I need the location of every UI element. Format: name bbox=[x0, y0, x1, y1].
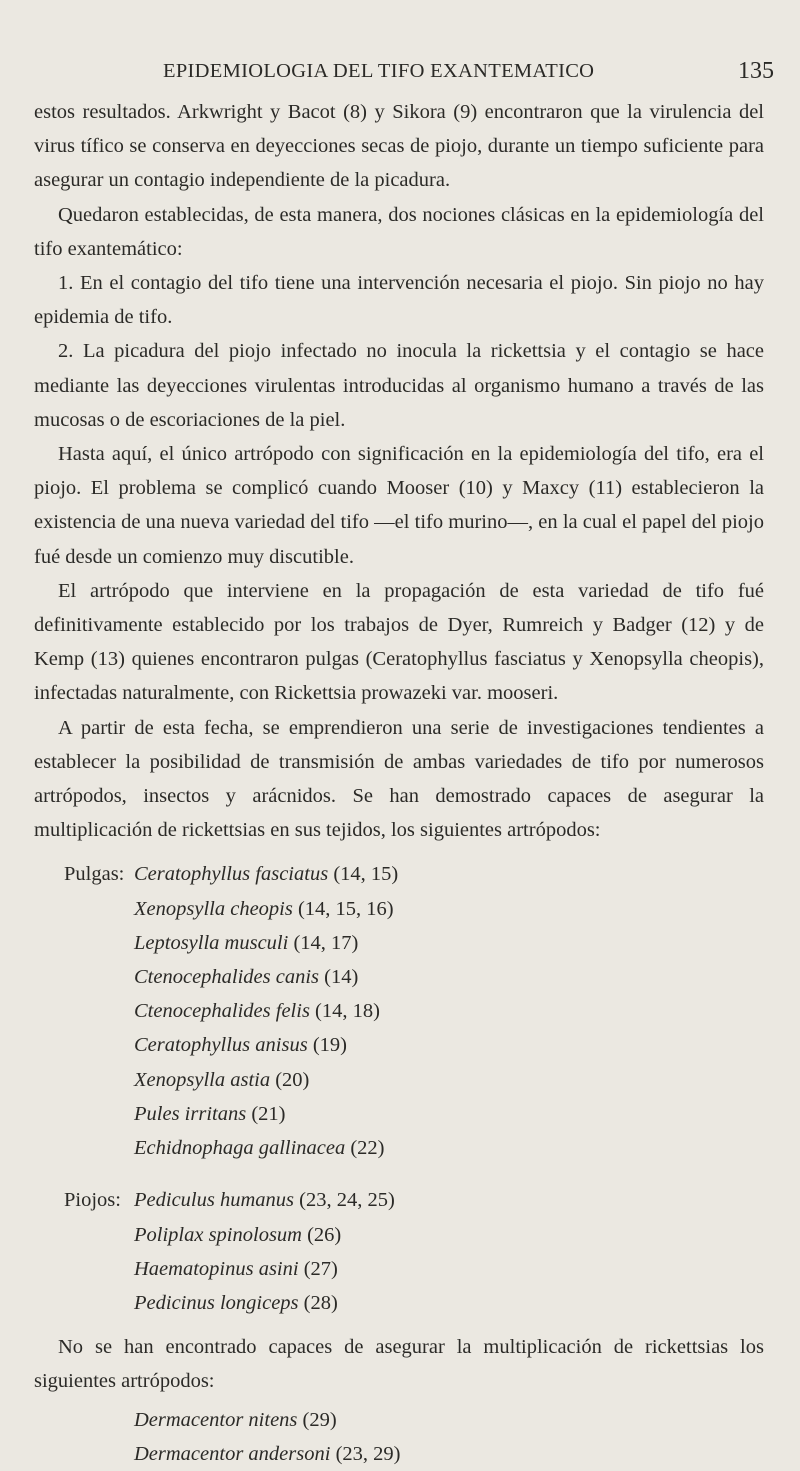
list-item bbox=[134, 892, 764, 926]
reference-numbers: (28) bbox=[303, 1291, 338, 1314]
paragraph-4: 2. La picadura del piojo infectado no inocula la rickettsia y el contagio se hace mediante las deyecciones virulentas introducidas al organismo humano a través de las mucosas o de escoriaciones de la piel. bbox=[34, 340, 764, 431]
running-head bbox=[0, 60, 800, 86]
list-item bbox=[134, 1437, 764, 1471]
reference-numbers: (14, 15, 16) bbox=[297, 897, 394, 920]
species-name: Ctenocephalides canis bbox=[134, 966, 320, 989]
closing-paragraph: No se han encontrado capaces de asegurar la multiplicación de rickettsias los siguientes artrópodos: bbox=[34, 1336, 764, 1393]
reference-numbers: (22) bbox=[350, 1137, 385, 1160]
species-name: Pules irritans bbox=[134, 1102, 247, 1125]
reference-numbers: (14) bbox=[324, 966, 359, 989]
list-item bbox=[134, 1218, 764, 1252]
paragraph-6: El artrópodo que interviene en la propagación de esta variedad de tifo fué definitivamente establecido por los trabajos de Dyer, Rumreich y Badger (12) y de Kemp (13) quienes encontraron pulgas (Ceratophyllus fasciatus y Xenopsylla cheopis), infectadas naturalmente, con Rickettsia prowazeki var. mooseri. bbox=[34, 579, 764, 705]
lice-entries bbox=[134, 1183, 764, 1320]
species-name: Pediculus humanus bbox=[134, 1189, 294, 1212]
list-item bbox=[134, 857, 764, 891]
paragraph-5: Hasta aquí, el único artrópodo con significación en la epidemiología del tifo, era el piojo. El problema se complicó cuando Mooser (10) y Maxcy (11) establecieron la existencia de una nueva variedad del tifo —el tifo murino—, en la cual el papel del piojo fué desde un comienzo muy discutible. bbox=[34, 443, 764, 568]
list-item bbox=[134, 1063, 764, 1097]
list-item bbox=[134, 1028, 764, 1062]
paragraph-7: A partir de esta fecha, se emprendieron una serie de investigaciones tendientes a establecer la posibilidad de transmisión de ambas variedades de tifo por numerosos artrópodos, insectos y arácnidos. Se han demostrado capaces de asegurar la multiplicación de rickettsias en sus tejidos, los siguientes artrópodos: bbox=[34, 716, 764, 842]
page-number: 135 bbox=[738, 58, 774, 84]
list-item bbox=[134, 1131, 764, 1165]
list-item bbox=[134, 960, 764, 994]
species-name: Leptosylla musculi bbox=[134, 931, 289, 954]
reference-numbers: (23, 24, 25) bbox=[299, 1189, 395, 1212]
lice-label: Piojos: bbox=[64, 1189, 121, 1212]
species-name: Dermacentor nitens bbox=[134, 1408, 298, 1431]
running-title: EPIDEMIOLOGIA DEL TIFO EXANTEMATICO bbox=[163, 60, 595, 82]
non-multiplier-list bbox=[34, 1403, 764, 1471]
reference-numbers: (19) bbox=[312, 1034, 347, 1057]
reference-numbers: (14, 15) bbox=[333, 863, 399, 886]
list-item bbox=[134, 1286, 764, 1320]
paragraph-2: Quedaron establecidas, de esta manera, dos nociones clásicas en la epidemiología del tifo exantemático: bbox=[34, 203, 764, 260]
reference-numbers: (14, 18) bbox=[315, 1000, 380, 1023]
reference-numbers: (14, 17) bbox=[293, 931, 359, 954]
reference-numbers: (26) bbox=[307, 1223, 342, 1246]
paragraph-3: 1. En el contagio del tifo tiene una intervención necesaria el piojo. Sin piojo no hay epidemia de tifo. bbox=[34, 272, 764, 329]
flea-group bbox=[34, 857, 764, 1165]
species-name: Ceratophyllus fasciatus bbox=[134, 863, 329, 886]
species-name: Xenopsylla astia bbox=[134, 1068, 271, 1091]
species-name: Haematopinus asini bbox=[134, 1257, 299, 1280]
list-item bbox=[134, 1183, 764, 1217]
flea-entries bbox=[134, 857, 764, 1165]
species-name: Ctenocephalides felis bbox=[134, 1000, 310, 1023]
reference-numbers: (21) bbox=[251, 1102, 286, 1125]
reference-numbers: (27) bbox=[303, 1257, 338, 1280]
list-item bbox=[134, 1252, 764, 1286]
species-name: Echidnophaga gallinacea bbox=[134, 1137, 346, 1160]
multiplier-list bbox=[34, 857, 764, 1320]
reference-numbers: (29) bbox=[302, 1408, 337, 1431]
species-name: Xenopsylla cheopis bbox=[134, 897, 293, 920]
list-item bbox=[134, 1097, 764, 1131]
body-text bbox=[34, 95, 764, 1471]
lice-group bbox=[34, 1183, 764, 1320]
reference-numbers: (20) bbox=[275, 1068, 310, 1091]
species-name: Ceratophyllus anisus bbox=[134, 1034, 308, 1057]
paragraph-1: estos resultados. Arkwright y Bacot (8) y Sikora (9) encontraron que la virulencia del virus tífico se conserva en deyecciones secas de piojo, durante un tiempo suficiente para asegurar un contagio independiente de la picadura. bbox=[34, 101, 764, 192]
flea-label: Pulgas: bbox=[64, 863, 125, 886]
reference-numbers: (23, 29) bbox=[335, 1442, 401, 1465]
list-item bbox=[134, 926, 764, 960]
species-name: Dermacentor andersoni bbox=[134, 1442, 331, 1465]
list-item bbox=[134, 994, 764, 1028]
species-name: Pedicinus longiceps bbox=[134, 1291, 299, 1314]
list-item bbox=[134, 1403, 764, 1437]
species-name: Poliplax spinolosum bbox=[134, 1223, 302, 1246]
